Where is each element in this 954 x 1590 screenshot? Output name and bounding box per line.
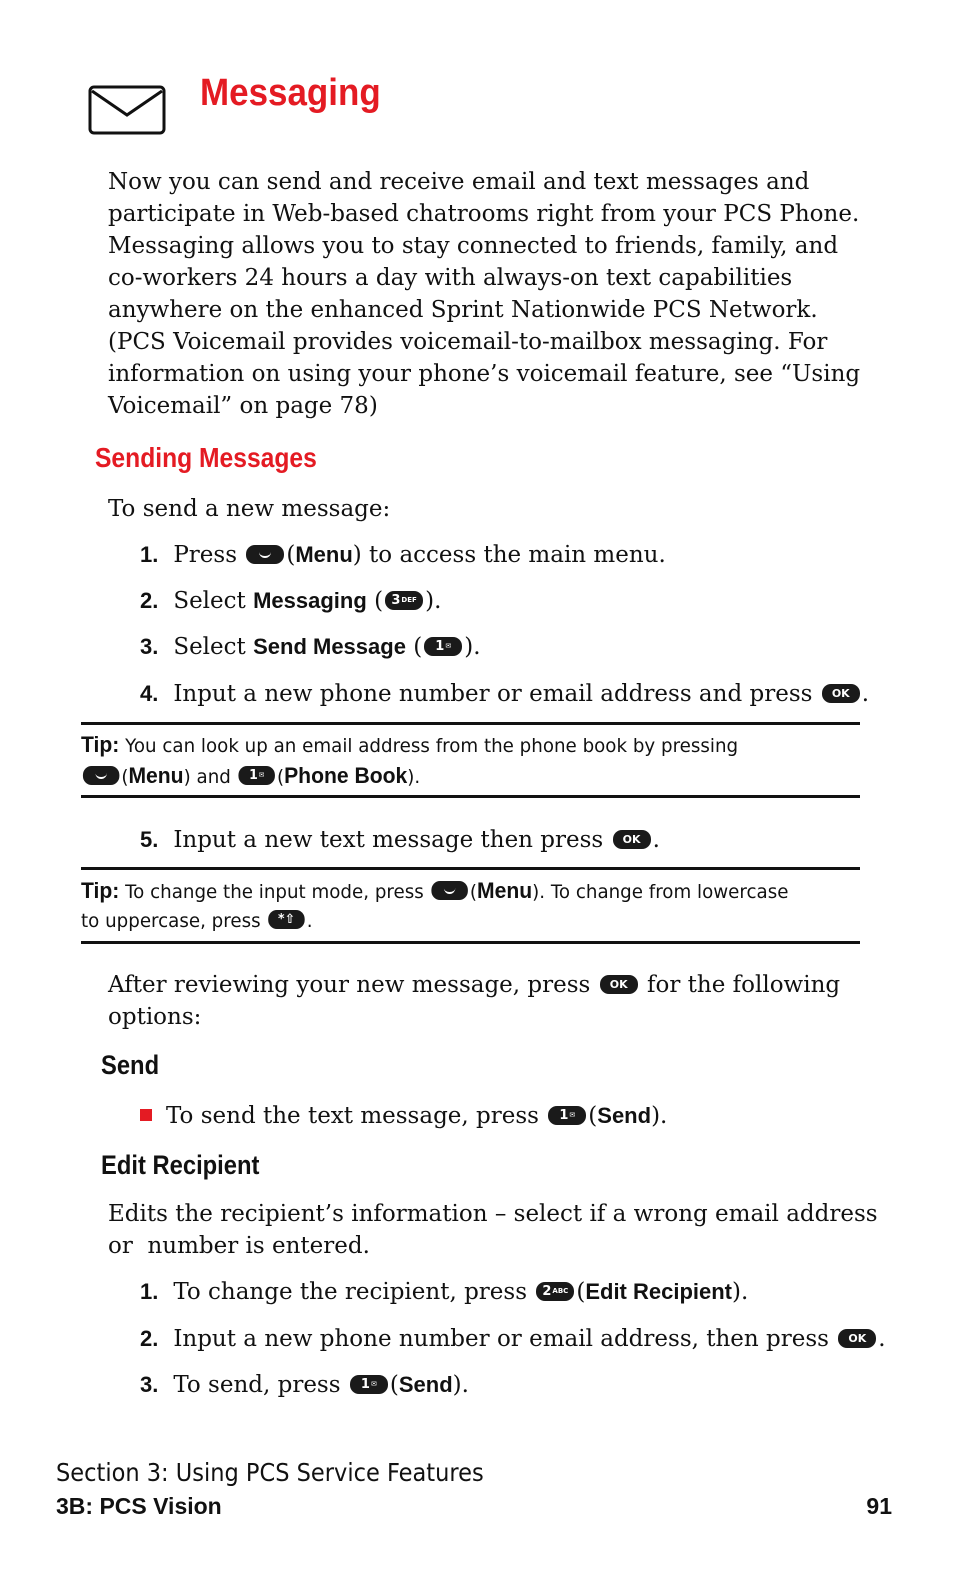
after-review-text: After reviewing your new message, press OK for the following — [108, 972, 841, 998]
ok-key-icon: OK — [822, 684, 860, 703]
footer-chapter: 3B: PCS Vision — [56, 1493, 222, 1519]
send-bullet: To send the text message, press 1✉ (Send). — [140, 1100, 667, 1132]
step-text: ). — [464, 634, 481, 660]
tip-label: Tip: — [81, 732, 120, 757]
step-text: Press — [173, 542, 238, 568]
step-number: 3. — [140, 1372, 159, 1397]
key-3-icon: $3^{DEF}$ — [385, 591, 423, 610]
menu-key-icon — [431, 881, 467, 900]
sending-step-1 — [140, 539, 666, 571]
section-heading-send: Send — [101, 1050, 160, 1080]
ok-key-icon: OK — [600, 975, 638, 994]
bullet-square-icon — [140, 1109, 152, 1121]
tip-rule-bottom — [81, 795, 860, 798]
footer-section: Section 3: Using PCS Service Features — [56, 1458, 484, 1487]
sending-step-2 — [140, 585, 441, 617]
envelope-icon — [88, 85, 166, 135]
page-number: 91 — [866, 1493, 892, 1519]
tip-rule-top — [81, 867, 860, 870]
menu-key-icon — [83, 766, 119, 785]
section-heading-edit-recipient: Edit Recipient — [101, 1150, 260, 1180]
after-review-text-2: options: — [108, 1004, 202, 1030]
key-2-icon: $2^{ABC}$ — [536, 1282, 574, 1301]
menu-key-icon — [246, 545, 284, 564]
ok-key-icon: OK — [838, 1329, 876, 1348]
sending-step-3 — [140, 631, 481, 663]
intro-paragraph: Now you can send and receive email and text messages and participate in Web-based chatrooms right from your PCS Phone. Messaging allows you to stay connected to friends, family, and co-workers 24 hours a day with always-on text capabilities anywhere on the enhanced Sprint Nationwide PCS Network. (PCS Voicemail provides voicemail-to-mailbox messaging. For information on using your phone’s voicemail feature, see “Using Voicemail” on page 78) — [108, 169, 861, 419]
tip-rule-bottom — [81, 941, 860, 944]
step-bold: Messaging — [253, 588, 367, 613]
tip-2: Tip: To change the input mode, press (Menu). To change from lowercase to uppercase, press *⇧ . — [81, 878, 789, 932]
section-heading-sending: Sending Messages — [95, 442, 317, 473]
edit-step-1: 1. To change the recipient, press $2^{ABC}$ (Edit Recipient). — [140, 1276, 748, 1308]
step-text: ( — [374, 588, 384, 614]
step-text: Select — [173, 634, 246, 660]
sending-step-5: 5. Input a new text message then press OK . — [140, 824, 660, 856]
ok-key-icon: OK — [613, 830, 651, 849]
key-1-icon: 1✉ — [424, 637, 462, 656]
tip-rule-top — [81, 722, 860, 725]
step-number: 2. — [140, 1326, 159, 1351]
step-number: 1. — [140, 542, 159, 567]
edit-step-3: 3. To send, press 1✉ (Send). — [140, 1369, 469, 1401]
step-text: ( — [286, 542, 296, 568]
edit-step-2: 2. Input a new phone number or email address, then press OK . — [140, 1323, 886, 1355]
step-text: ). — [425, 588, 442, 614]
page-title: Messaging — [200, 72, 381, 114]
step-number: 4. — [140, 681, 159, 706]
tip-label: Tip: — [81, 878, 120, 903]
step-text: Input a new phone number or email address and press — [173, 681, 813, 707]
key-1-icon: 1✉ — [350, 1375, 388, 1394]
step-text: Select — [173, 588, 246, 614]
tip-1: Tip: You can look up an email address from the phone book by pressing (Menu) and 1✉ (Phone Book). — [81, 732, 739, 788]
step-text: ( — [413, 634, 423, 660]
step-bold: Menu — [295, 542, 353, 567]
sending-lead: To send a new message: — [108, 496, 391, 522]
step-number: 2. — [140, 588, 159, 613]
step-text: Input a new text message then press — [173, 827, 604, 853]
sending-step-4: 4. Input a new phone number or email address and press OK . — [140, 678, 869, 710]
key-1-icon: 1✉ — [548, 1106, 586, 1125]
step-number: 1. — [140, 1279, 159, 1304]
star-shift-key-icon: *⇧ — [268, 910, 304, 929]
edit-description-1: Edits the recipient’s information – select if a wrong email address — [108, 1201, 878, 1227]
step-bold: Send Message — [253, 634, 406, 659]
step-number: 5. — [140, 827, 159, 852]
edit-description-2: or number is entered. — [108, 1233, 370, 1259]
key-1-icon: 1✉ — [239, 766, 275, 785]
step-text: ) to access the main menu. — [352, 542, 666, 568]
step-number: 3. — [140, 634, 159, 659]
